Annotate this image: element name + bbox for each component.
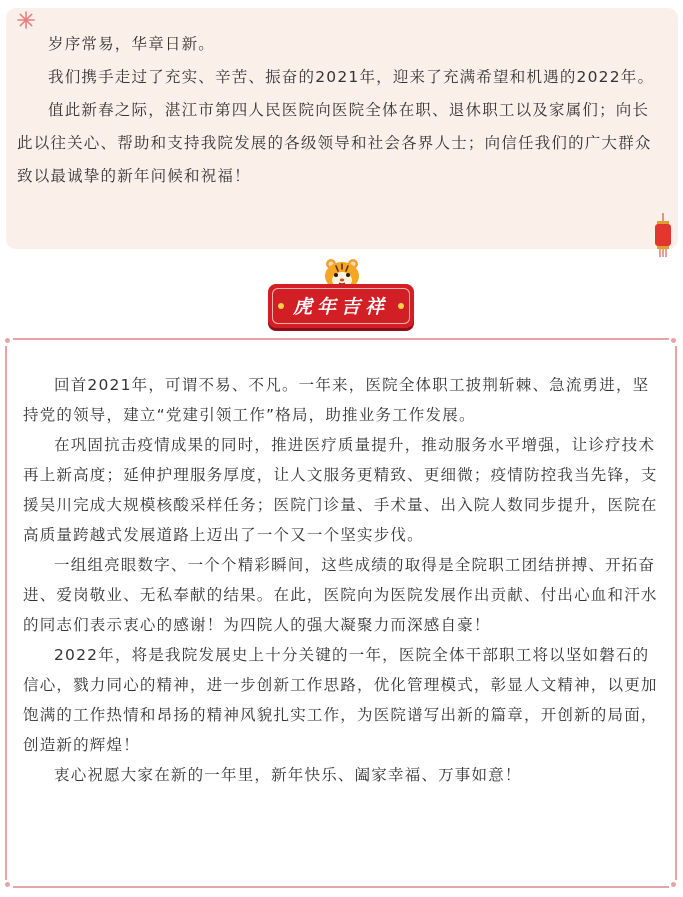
main-paragraph-5: 衷心祝愿大家在新的一年里，新年快乐、阖家幸福、万事如意！ bbox=[54, 766, 522, 784]
main-paragraph-3: 一组组亮眼数字、一个个精彩瞬间，这些成绩的取得是全院职工团结拼搏、开拓奋进、爱岗敬业、无私奉献的结果。在此，医院向为医院发展作出贡献、付出心血和汗水的同志们表示衷心的感谢！为四院人的强大凝聚力而深感自豪！ bbox=[23, 556, 658, 634]
greeting-paragraph-3: 值此新春之际，湛江市第四人民医院向医院全体在职、退休职工以及家属们；向长此以往关心、帮助和支持我院发展的各级领导和社会各界人士；向信任我们的广大群众致以最诚挚的新年问候和祝福！ bbox=[17, 101, 652, 185]
frame-corner-top-right bbox=[669, 336, 679, 346]
main-paragraph-4: 2022年，将是我院发展史上十分关键的一年，医院全体干部职工将以坚如磐石的信心，戮力同心的精神，进一步创新工作思路，优化管理模式，彰显人文精神，以更加饱满的工作热情和昂扬的精神风貌扎实工作，为医院谱写出新的篇章，开创新的局面，创造新的辉煌！ bbox=[23, 646, 658, 754]
tiger-year-banner bbox=[268, 284, 414, 328]
lantern-icon bbox=[654, 213, 672, 257]
frame-corner-bottom-right bbox=[669, 880, 679, 890]
snowflake-icon bbox=[16, 10, 36, 30]
greeting-paragraph-1: 岁序常易，华章日新。 bbox=[48, 35, 216, 53]
main-text bbox=[23, 370, 661, 790]
greeting-paragraph-2: 我们携手走过了充实、辛苦、振奋的2021年，迎来了充满希望和机遇的2022年。 bbox=[48, 68, 655, 86]
banner-title: 虎年吉祥 bbox=[292, 296, 389, 318]
section-header bbox=[0, 257, 683, 335]
greeting-card bbox=[6, 8, 678, 249]
frame-corner-bottom-left bbox=[3, 880, 13, 890]
frame-corner-top-left bbox=[3, 336, 13, 346]
main-paragraph-2: 在巩固抗击疫情成果的同时，推进医疗质量提升，推动服务水平增强，让诊疗技术再上新高度；延伸护理服务厚度，让人文服务更精致、更细微；疫情防控我当先锋，支援吴川完成大规模核酸采样任务；医院门诊量、手术量、出入院人数同步提升，医院在高质量跨越式发展道路上迈出了一个又一个坚实步伐。 bbox=[23, 436, 658, 544]
main-paragraph-1: 回首2021年，可谓不易、不凡。一年来，医院全体职工披荆斩棘、急流勇进，坚持党的领导，建立“党建引领工作”格局，助推业务工作发展。 bbox=[23, 376, 650, 424]
main-content-frame bbox=[5, 338, 677, 888]
